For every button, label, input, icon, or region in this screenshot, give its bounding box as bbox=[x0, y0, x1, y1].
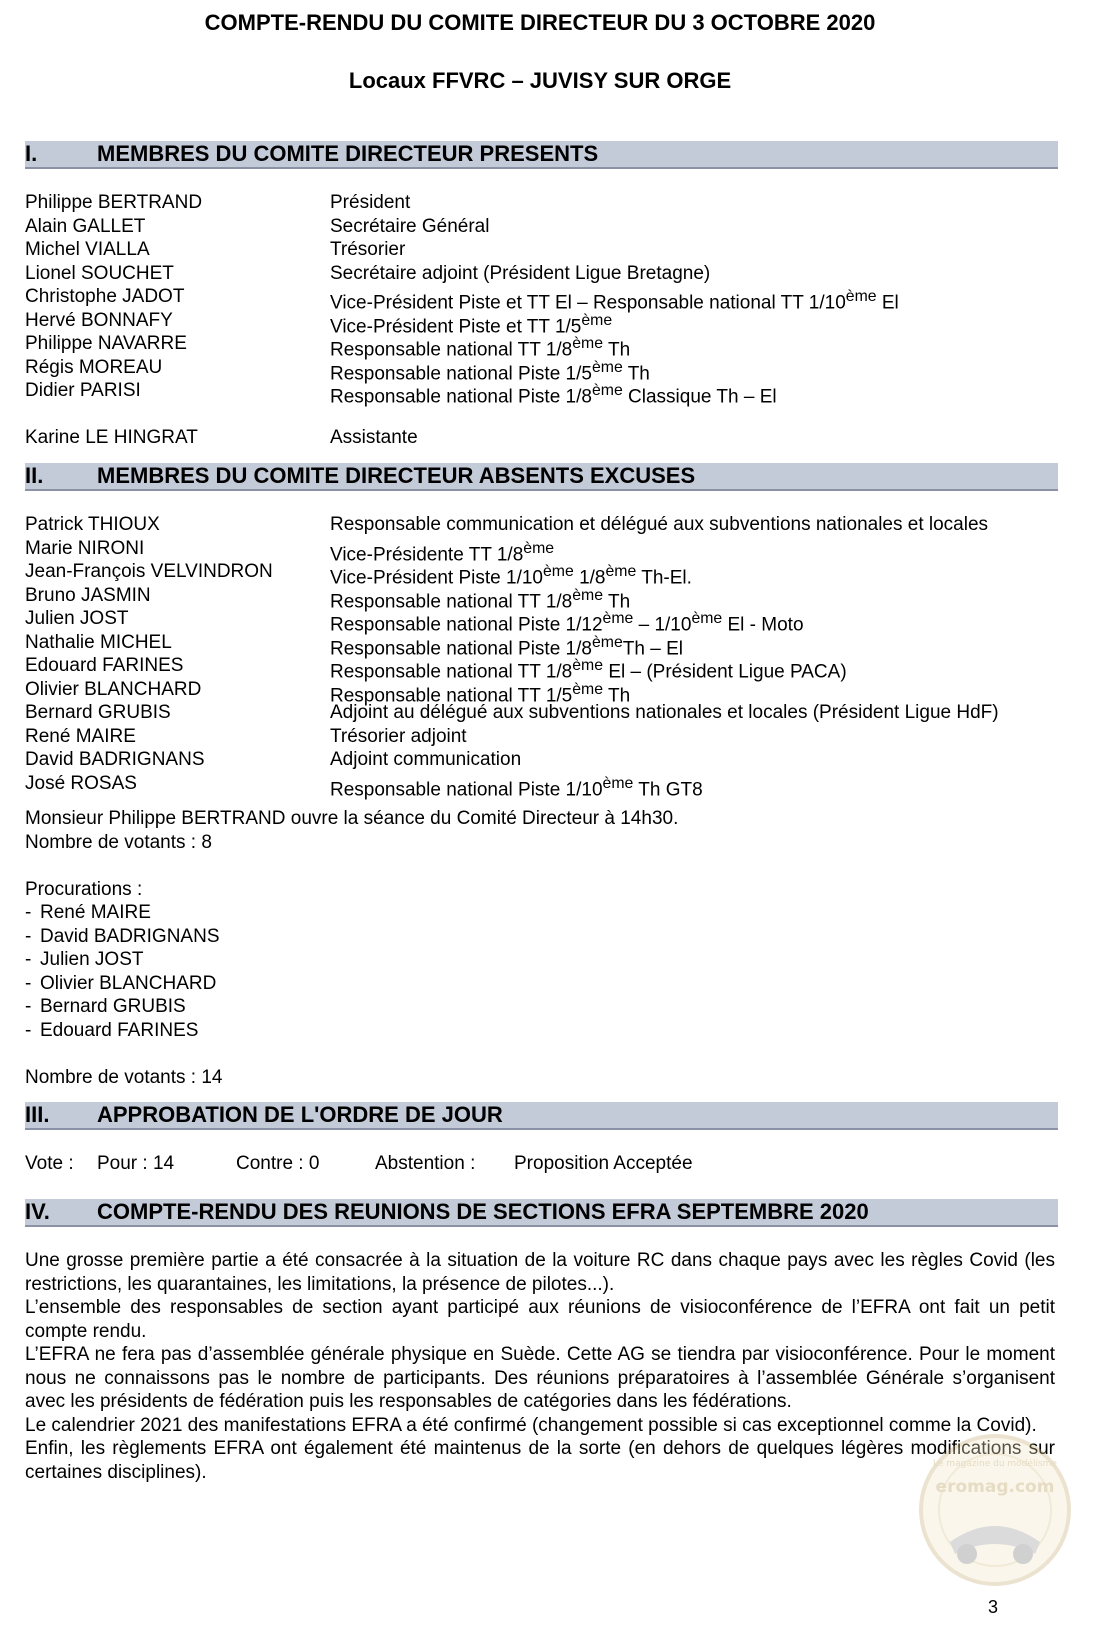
proxy-name: René MAIRE bbox=[40, 902, 151, 923]
member-row bbox=[25, 678, 1065, 706]
role-text: Th bbox=[622, 362, 650, 384]
body-paragraph: Le calendrier 2021 des manifestations EFRA a été confirmé (changement possible si cas exceptionnel comme la Covid). bbox=[25, 1414, 1037, 1436]
member-row bbox=[25, 356, 1065, 384]
assistant-row bbox=[25, 426, 1065, 450]
section-heading-members-absent bbox=[25, 463, 1058, 491]
member-name: Christophe JADOT bbox=[25, 286, 185, 307]
member-name: Edouard FARINES bbox=[25, 655, 184, 676]
watermark-logo bbox=[915, 1430, 1075, 1590]
efra-report-body bbox=[25, 1249, 1055, 1484]
proxy-name: Edouard FARINES bbox=[40, 1019, 199, 1041]
proxy-name: Olivier BLANCHARD bbox=[40, 972, 217, 994]
opening-block bbox=[25, 807, 1058, 1089]
role-text: – 1/10 bbox=[633, 614, 692, 636]
role-text: El bbox=[876, 292, 899, 314]
member-row bbox=[25, 513, 1065, 537]
section-number: III. bbox=[25, 1102, 50, 1127]
member-name: Julien JOST bbox=[25, 608, 129, 629]
role-superscript: ème bbox=[572, 586, 604, 604]
role-text: Vice-Président Piste et TT El – Responsable national TT 1/10 bbox=[330, 292, 846, 314]
section-title: MEMBRES DU COMITE DIRECTEUR ABSENTS EXCUSES bbox=[97, 463, 696, 488]
role-text: Responsable national TT 1/5 bbox=[330, 684, 573, 706]
member-role: Adjoint au délégué aux subventions nationales et locales (Président Ligue HdF) bbox=[330, 702, 999, 723]
proxy-item bbox=[25, 972, 1058, 996]
proxy-item bbox=[25, 995, 1058, 1019]
proxy-item bbox=[25, 1019, 1058, 1043]
member-row bbox=[25, 262, 1065, 286]
member-name: Nathalie MICHEL bbox=[25, 631, 172, 653]
dash-bullet: - bbox=[25, 925, 32, 947]
role-text: El – (Président Ligue PACA) bbox=[603, 661, 847, 683]
member-row bbox=[25, 725, 1065, 749]
member-row bbox=[25, 560, 1065, 589]
role-text: Responsable national Piste 1/5 bbox=[330, 362, 592, 384]
document-title: COMPTE-RENDU DU COMITE DIRECTEUR DU 3 OCTOBRE 2020 bbox=[204, 10, 876, 35]
member-row bbox=[25, 584, 1065, 612]
role-text: 1/8 bbox=[573, 567, 606, 589]
role-superscript: ème bbox=[605, 563, 637, 580]
role-text: Th bbox=[603, 590, 631, 612]
page-number: 3 bbox=[988, 1597, 999, 1617]
proxies-list bbox=[25, 901, 1058, 1042]
member-role: Trésorier bbox=[330, 239, 406, 260]
member-row bbox=[25, 701, 1065, 725]
role-text: Responsable national Piste 1/8 bbox=[330, 386, 592, 408]
member-name: Bruno JASMIN bbox=[25, 584, 151, 606]
body-paragraph: L’ensemble des responsables de section ayant participé aux réunions de visioconférence de l’EFRA ont fait un petit compte rendu. bbox=[25, 1297, 1055, 1342]
member-row bbox=[25, 191, 1065, 215]
member-name: Philippe BERTRAND bbox=[25, 192, 203, 213]
body-paragraph: Une grosse première partie a été consacrée à la situation de la voiture RC dans chaque pays avec les règles Covid (les restrictions, les quarantaines, les limitations, la présence de pilotes...). bbox=[25, 1250, 1055, 1295]
members-present-list bbox=[25, 191, 1065, 450]
role-superscript: ème bbox=[591, 633, 623, 651]
member-role: Secrétaire adjoint (Président Ligue Bretagne) bbox=[330, 262, 711, 284]
watermark-text: Le magazine du modélisme bbox=[933, 1459, 1057, 1469]
role-text: Th bbox=[603, 684, 631, 706]
proxy-name: David BADRIGNANS bbox=[40, 925, 220, 947]
section-title: MEMBRES DU COMITE DIRECTEUR PRESENTS bbox=[97, 141, 599, 166]
role-superscript: ème bbox=[581, 311, 613, 329]
dash-bullet: - bbox=[25, 949, 32, 970]
proxy-name: Bernard GRUBIS bbox=[40, 996, 186, 1017]
dash-bullet: - bbox=[25, 902, 32, 923]
member-name: José ROSAS bbox=[25, 772, 137, 794]
role-text: Th – El bbox=[622, 637, 683, 659]
section-number: II. bbox=[25, 463, 44, 488]
proxy-name: Julien JOST bbox=[40, 949, 144, 970]
section-title: APPROBATION DE L'ORDRE DE JOUR bbox=[97, 1102, 503, 1127]
member-row bbox=[25, 379, 1065, 408]
member-role bbox=[330, 772, 703, 802]
role-text: Vice-Président Piste et TT 1/5 bbox=[330, 315, 582, 337]
member-row bbox=[25, 285, 1065, 314]
vote-against: Contre : 0 bbox=[236, 1153, 320, 1174]
role-text: Responsable national TT 1/8 bbox=[330, 661, 573, 683]
role-text: Responsable national Piste 1/10 bbox=[330, 778, 603, 800]
opening-line: Monsieur Philippe BERTRAND ouvre la séance du Comité Directeur à 14h30. bbox=[25, 808, 679, 829]
member-row bbox=[25, 772, 1065, 800]
role-superscript: ème bbox=[572, 657, 604, 674]
member-name: Lionel SOUCHET bbox=[25, 262, 174, 284]
member-row bbox=[25, 215, 1065, 239]
member-role: Adjoint communication bbox=[330, 749, 522, 770]
member-role: Président bbox=[330, 192, 411, 213]
member-name: Michel VIALLA bbox=[25, 239, 150, 260]
role-text: Classique Th – El bbox=[622, 386, 777, 408]
member-role: Responsable communication et délégué aux subventions nationales et locales bbox=[330, 514, 989, 535]
body-paragraph: Enfin, les règlements EFRA ont également été maintenus de la sorte (en dehors de quelques légères modifications sur certaines disciplines). bbox=[25, 1438, 1055, 1483]
member-row bbox=[25, 654, 1065, 683]
role-text: El - Moto bbox=[722, 614, 804, 636]
role-text: Th-El. bbox=[636, 567, 692, 589]
watermark-site: eromag.com bbox=[935, 1477, 1055, 1497]
member-name: Didier PARISI bbox=[25, 380, 141, 401]
assistant-role: Assistante bbox=[330, 427, 418, 448]
member-row bbox=[25, 238, 1065, 262]
dash-bullet: - bbox=[25, 1019, 32, 1041]
members-absent-list bbox=[25, 513, 1065, 800]
member-name: Hervé BONNAFY bbox=[25, 309, 173, 331]
proxies-label: Procurations : bbox=[25, 878, 143, 900]
role-superscript: ème bbox=[591, 382, 623, 399]
member-name: Bernard GRUBIS bbox=[25, 702, 171, 723]
role-text: Responsable national Piste 1/8 bbox=[330, 637, 592, 659]
member-name: Patrick THIOUX bbox=[25, 514, 160, 535]
role-text: Vice-Président Piste 1/10 bbox=[330, 567, 543, 589]
member-row bbox=[25, 748, 1065, 772]
role-text: Responsable national Piste 1/12 bbox=[330, 614, 603, 636]
member-name: Olivier BLANCHARD bbox=[25, 678, 202, 700]
member-name: Marie NIRONI bbox=[25, 537, 145, 559]
proxy-item bbox=[25, 901, 1058, 925]
vote-abstention: Abstention : bbox=[375, 1153, 476, 1174]
member-name: David BADRIGNANS bbox=[25, 749, 205, 770]
member-role: Secrétaire Général bbox=[330, 215, 490, 237]
section-number: IV. bbox=[25, 1199, 50, 1224]
role-text: Vice-Présidente TT 1/8 bbox=[330, 543, 524, 565]
role-superscript: ème bbox=[845, 288, 877, 305]
role-superscript: ème bbox=[572, 335, 604, 352]
section-heading-agenda-approval bbox=[25, 1102, 1058, 1130]
voters-total: Nombre de votants : 14 bbox=[25, 1066, 223, 1088]
dash-bullet: - bbox=[25, 972, 32, 994]
assistant-name: Karine LE HINGRAT bbox=[25, 427, 198, 448]
member-name: Jean-François VELVINDRON bbox=[25, 561, 273, 582]
section-heading-efra-report bbox=[25, 1199, 1058, 1227]
role-text: Responsable national TT 1/8 bbox=[330, 590, 573, 612]
member-row bbox=[25, 537, 1065, 565]
member-name: Régis MOREAU bbox=[25, 356, 163, 378]
member-row bbox=[25, 631, 1065, 659]
role-text: Th GT8 bbox=[633, 778, 703, 800]
member-row bbox=[25, 332, 1065, 361]
member-name: Philippe NAVARRE bbox=[25, 333, 187, 354]
vote-result: Proposition Acceptée bbox=[514, 1153, 693, 1174]
role-superscript: ème bbox=[602, 774, 634, 792]
vote-for: Pour : 14 bbox=[97, 1153, 175, 1174]
dash-bullet: - bbox=[25, 996, 32, 1017]
vote-line bbox=[25, 1152, 1058, 1176]
vote-label: Vote : bbox=[25, 1153, 74, 1174]
role-superscript: ème bbox=[543, 563, 574, 580]
member-name: René MAIRE bbox=[25, 725, 136, 747]
role-superscript: ème bbox=[602, 610, 634, 627]
section-number: I. bbox=[25, 141, 38, 166]
body-paragraph: L’EFRA ne fera pas d’assemblée générale physique en Suède. Cette AG se tiendra par visioconférence. Pour le moment nous ne connaissons pas le nombre de participants. Des réunions préparatoires à l’assemblée Générale s’organisent avec les présidents de fédération puis les responsables de catégories dans les fédérations. bbox=[25, 1344, 1055, 1412]
voters-count: Nombre de votants : 8 bbox=[25, 831, 212, 853]
member-row bbox=[25, 309, 1065, 337]
role-text: Responsable national TT 1/8 bbox=[330, 339, 573, 361]
section-title: COMPTE-RENDU DES REUNIONS DE SECTIONS EFRA SEPTEMBRE 2020 bbox=[97, 1199, 869, 1224]
role-text: Th bbox=[603, 339, 631, 361]
proxy-item bbox=[25, 948, 1058, 972]
member-row bbox=[25, 607, 1065, 636]
role-superscript: ème bbox=[691, 610, 723, 627]
member-role bbox=[330, 379, 777, 409]
proxy-item bbox=[25, 925, 1058, 949]
member-role: Trésorier adjoint bbox=[330, 725, 467, 747]
role-superscript: ème bbox=[591, 358, 623, 376]
member-name: Alain GALLET bbox=[25, 215, 146, 237]
section-heading-members-present bbox=[25, 141, 1058, 169]
document-subtitle: Locaux FFVRC – JUVISY SUR ORGE bbox=[348, 68, 732, 93]
role-superscript: ème bbox=[572, 680, 604, 698]
role-superscript: ème bbox=[523, 539, 555, 557]
